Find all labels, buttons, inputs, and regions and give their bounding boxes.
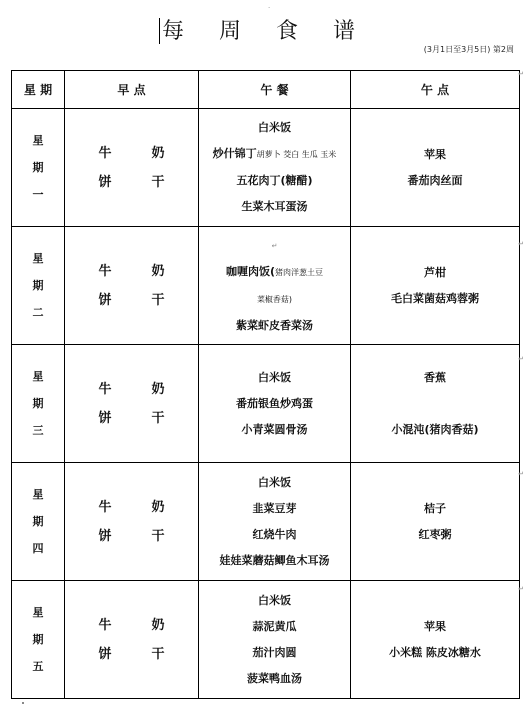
breakfast-cell <box>65 109 199 227</box>
lunch-item <box>199 522 350 548</box>
breakfast-item-char: 奶 <box>151 145 165 161</box>
day-label-char: 五 <box>32 660 44 673</box>
lunch-item-main: 炒什锦丁 <box>212 147 257 160</box>
header-lunch: 午 餐 <box>199 71 351 109</box>
table-row <box>12 345 520 463</box>
text-cursor <box>159 18 160 44</box>
page-title <box>0 14 528 45</box>
day-label-char: 二 <box>32 306 44 319</box>
breakfast-item-char: 干 <box>151 646 165 662</box>
breakfast-item <box>65 139 198 168</box>
lunch-item-note: 胡萝卜 茭白 生瓜 玉米 <box>256 150 337 159</box>
table-row <box>12 463 520 581</box>
breakfast-item-char: 干 <box>151 528 165 544</box>
lunch-item <box>199 365 350 391</box>
breakfast-item-char: 牛 <box>98 381 112 397</box>
breakfast-item-char: 饼 <box>98 174 112 190</box>
lunch-item-main: 五花肉丁(糖醋) <box>236 174 313 187</box>
lunch-item <box>199 666 350 692</box>
snack-item: 小混沌(猪肉香菇) <box>391 422 479 436</box>
lunch-item <box>199 548 350 574</box>
lunch-item-main: 咖喱肉饭( <box>225 265 276 278</box>
breakfast-item-char: 饼 <box>98 646 112 662</box>
lunch-item-main: 蒜泥黄瓜 <box>252 619 297 633</box>
breakfast-item-char: 干 <box>151 292 165 308</box>
lunch-item <box>199 168 350 194</box>
day-label-char: 星 <box>32 134 44 147</box>
breakfast-item-char: 牛 <box>98 617 112 633</box>
breakfast-item <box>65 168 198 197</box>
day-label-char: 一 <box>32 188 44 201</box>
day-cell <box>12 227 65 345</box>
breakfast-item-char: 饼 <box>98 292 112 308</box>
format-mark <box>22 702 24 704</box>
snack-item: 香蕉 <box>424 370 446 384</box>
snack-item <box>351 391 519 417</box>
lunch-item <box>199 141 350 168</box>
day-label-char: 星 <box>32 370 44 383</box>
day-cell <box>12 345 65 463</box>
row-end-mark: ↵ <box>518 470 524 478</box>
breakfast-item-char: 奶 <box>151 499 165 515</box>
lunch-item <box>199 640 350 666</box>
lunch-item <box>199 614 350 640</box>
breakfast-item-char: 饼 <box>98 528 112 544</box>
snack-cell <box>351 581 520 699</box>
lunch-item-note: 猪肉洋葱土豆 <box>275 268 324 277</box>
snack-item: 苹果 <box>424 147 446 161</box>
snack-item: 桔子 <box>424 501 446 515</box>
row-end-mark: ↵ <box>518 70 524 78</box>
lunch-item <box>199 232 350 259</box>
row-end-mark: ↵ <box>518 355 524 363</box>
breakfast-item <box>65 493 198 522</box>
day-label-char: 星 <box>32 488 44 501</box>
lunch-item-main: 红烧牛肉 <box>252 527 297 541</box>
day-label-char: 四 <box>32 542 44 555</box>
breakfast-cell <box>65 581 199 699</box>
header-snack: 午 点 <box>351 71 520 109</box>
day-cell <box>12 109 65 227</box>
breakfast-item <box>65 375 198 404</box>
lunch-item-main: 白米饭 <box>258 475 291 489</box>
day-label-char: 期 <box>32 279 44 292</box>
page-title-text: 每 周 食 谱 <box>162 19 369 44</box>
lunch-cell <box>199 345 351 463</box>
snack-cell <box>351 227 520 345</box>
format-mark: · <box>268 4 271 12</box>
lunch-item <box>199 470 350 496</box>
lunch-item <box>199 417 350 443</box>
day-label-char: 星 <box>32 606 44 619</box>
lunch-item <box>199 313 350 339</box>
lunch-cell <box>199 227 351 345</box>
snack-item: 番茄肉丝面 <box>407 173 463 187</box>
lunch-cell <box>199 581 351 699</box>
table-row <box>12 109 520 227</box>
lunch-item-main: 小青菜圆骨汤 <box>241 422 308 436</box>
breakfast-item-char: 饼 <box>98 410 112 426</box>
day-cell <box>12 581 65 699</box>
lunch-cell <box>199 463 351 581</box>
table-header-row <box>12 71 520 109</box>
breakfast-cell <box>65 345 199 463</box>
lunch-item-main: 紫菜虾皮香菜汤 <box>236 319 313 332</box>
header-breakfast: 早 点 <box>65 71 199 109</box>
lunch-item-note: 菜椒香菇) <box>256 295 293 304</box>
table-body <box>12 109 520 699</box>
breakfast-item-char: 奶 <box>151 617 165 633</box>
breakfast-item-char: 奶 <box>151 381 165 397</box>
row-end-mark: ↵ <box>518 585 524 593</box>
snack-item: 红枣粥 <box>418 527 452 541</box>
paragraph-mark: ↵ <box>271 242 278 250</box>
lunch-item <box>199 588 350 614</box>
breakfast-item-char: 奶 <box>151 263 165 279</box>
lunch-item <box>199 115 350 141</box>
breakfast-cell <box>65 227 199 345</box>
lunch-item-main: 白米饭 <box>258 370 291 384</box>
date-range-subtitle: (3月1日至3月5日) 第2周 <box>423 45 514 54</box>
breakfast-item-char: 牛 <box>98 499 112 515</box>
breakfast-item <box>65 640 198 669</box>
breakfast-item <box>65 257 198 286</box>
lunch-item-main: 白米饭 <box>258 121 291 134</box>
day-label-char: 星 <box>32 252 44 265</box>
day-label-char: 期 <box>32 633 44 646</box>
row-end-mark: ↵ <box>518 240 524 248</box>
breakfast-item-char: 牛 <box>98 145 112 161</box>
breakfast-item-char: 干 <box>151 410 165 426</box>
day-label-char: 期 <box>32 161 44 174</box>
snack-cell <box>351 345 520 463</box>
breakfast-item <box>65 611 198 640</box>
day-cell <box>12 463 65 581</box>
day-label-char: 三 <box>32 424 44 437</box>
breakfast-item-char: 干 <box>151 174 165 190</box>
snack-item: 芦柑 <box>424 265 446 279</box>
lunch-item-main: 菠菜鸭血汤 <box>247 671 302 685</box>
lunch-item-main: 番茄银鱼炒鸡蛋 <box>236 396 313 410</box>
day-label-char: 期 <box>32 397 44 410</box>
table-row <box>12 227 520 345</box>
lunch-item <box>199 496 350 522</box>
lunch-item <box>199 391 350 417</box>
lunch-item <box>199 286 350 313</box>
lunch-cell <box>199 109 351 227</box>
lunch-item <box>199 259 350 286</box>
breakfast-item <box>65 522 198 551</box>
lunch-item-main: 生菜木耳蛋汤 <box>241 200 308 213</box>
snack-item: 苹果 <box>424 619 446 633</box>
lunch-item-main: 白米饭 <box>258 593 291 607</box>
breakfast-cell <box>65 463 199 581</box>
weekly-menu-table <box>11 70 520 699</box>
breakfast-item <box>65 286 198 315</box>
lunch-item-main: 茄汁肉圆 <box>252 645 297 659</box>
lunch-item <box>199 194 350 220</box>
snack-item: 小米糕 陈皮冰糖水 <box>389 645 481 659</box>
snack-cell <box>351 109 520 227</box>
lunch-item-main: 韭菜豆芽 <box>252 501 297 515</box>
table-row <box>12 581 520 699</box>
day-label-char: 期 <box>32 515 44 528</box>
breakfast-item-char: 牛 <box>98 263 112 279</box>
snack-cell <box>351 463 520 581</box>
header-day: 星 期 <box>12 71 65 109</box>
breakfast-item <box>65 404 198 433</box>
lunch-item-main: 娃娃菜蘑菇鲫鱼木耳汤 <box>219 553 330 567</box>
snack-item: 毛白菜菌菇鸡蓉粥 <box>391 291 479 305</box>
